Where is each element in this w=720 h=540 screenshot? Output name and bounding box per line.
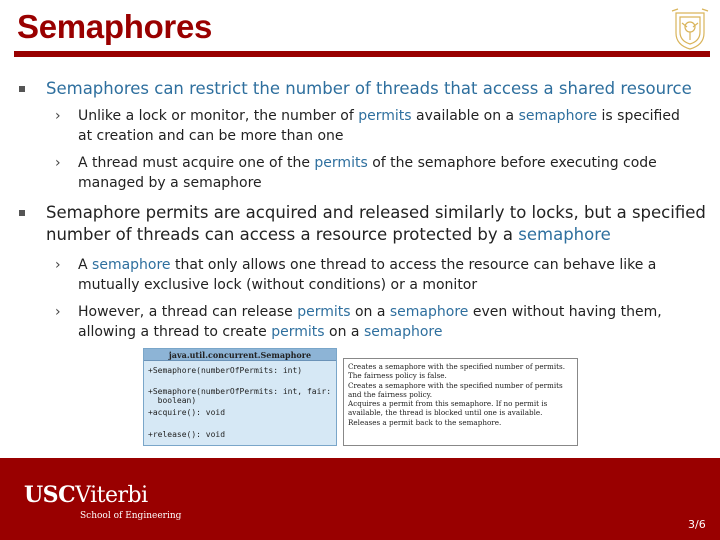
text-part: that only allows one thread to access the resource can behave like a mutually exclusive lock (without conditions) or a monitor (78, 257, 657, 293)
text-part: A (78, 257, 93, 273)
uml-description: Acquires a permit from this semaphore. If no permit is available, the thread is blocked until one is available. (348, 399, 548, 417)
bullet-text (46, 202, 706, 246)
text-part: on a (350, 304, 390, 320)
sub-bullet-text (78, 302, 688, 342)
uml-method: +Semaphore(numberOfPermits: int) (148, 366, 303, 375)
keyword: permits (297, 304, 351, 320)
chevron-right-icon: › (55, 108, 61, 124)
text-part: available on a (411, 108, 519, 124)
uml-description: Creates a semaphore with the specified number of permits and the fairness policy. (348, 380, 563, 399)
sub-bullet-text (78, 255, 688, 295)
sub-bullet-text (78, 153, 688, 193)
text-part: on a (324, 324, 364, 340)
text-part: is specified at creation and can be more than one (78, 108, 680, 144)
uml-class-name: java.util.concurrent.Semaphore (144, 349, 336, 361)
logo-usc: USC (24, 482, 76, 508)
bullet-marker-icon (19, 86, 25, 92)
usc-viterbi-logo (24, 482, 182, 521)
chevron-right-icon: › (55, 155, 61, 171)
slide-title: Semaphores (17, 8, 213, 45)
text-part: of the semaphore before executing code managed by a semaphore (78, 155, 657, 191)
text-part: However, a thread can release (78, 304, 298, 320)
keyword: semaphore (92, 257, 171, 273)
logo-viterbi: Viterbi (75, 483, 148, 508)
keyword: semaphore (389, 304, 469, 320)
keyword: semaphore (518, 108, 598, 124)
uml-class-box (143, 348, 337, 446)
uml-method: +release(): void (148, 430, 226, 439)
logo-subtitle: School of Engineering (80, 511, 182, 521)
keyword: permits (271, 324, 325, 340)
keyword: semaphore (518, 225, 611, 244)
uml-method: +Semaphore(numberOfPermits: int, fair: (148, 387, 332, 396)
uml-descriptions (343, 358, 578, 446)
bullet-text (46, 78, 706, 100)
uml-description: Releases a permit back to the semaphore. (348, 417, 502, 427)
sub-bullet-text (78, 106, 688, 146)
keyword: permits (314, 155, 368, 171)
keyword: semaphore (363, 324, 443, 340)
uml-description: Creates a semaphore with the specified number of permits. The fairness policy is false. (348, 362, 566, 380)
bullet-text-part: Semaphores can restrict the number of threads that access a shared resource (46, 79, 692, 98)
university-seal-icon (668, 7, 712, 51)
text-part: even without having them, allowing a thread to create (78, 304, 662, 340)
uml-method: boolean) (148, 396, 197, 405)
chevron-right-icon: › (55, 257, 61, 273)
text-part: Unlike a lock or monitor, the number of (78, 108, 359, 124)
bullet-marker-icon (19, 210, 25, 216)
text-part: A thread must acquire one of the (78, 155, 315, 171)
text-part: Semaphore permits are acquired and released similarly to locks, but a specified number of threads can access a resource protected by a (46, 203, 706, 244)
keyword: permits (358, 108, 412, 124)
uml-method: +acquire(): void (148, 408, 226, 417)
page-number: 3/6 (688, 518, 706, 531)
chevron-right-icon: › (55, 304, 61, 320)
title-underline (14, 51, 710, 57)
